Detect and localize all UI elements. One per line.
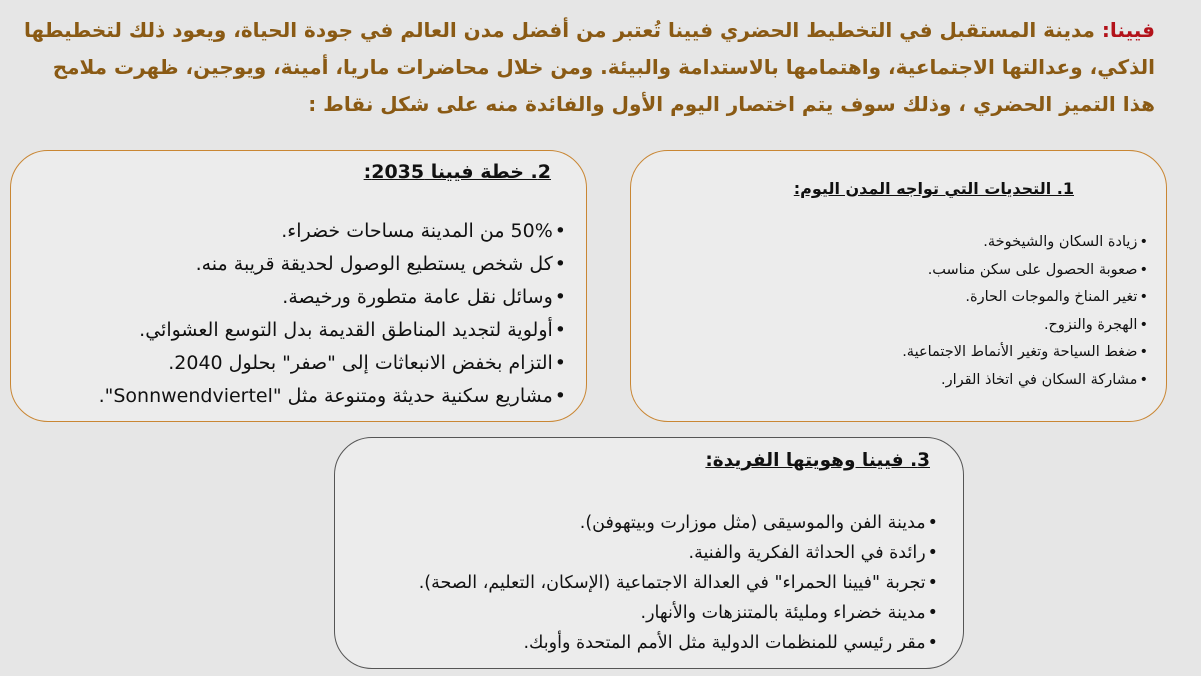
bullet-icon: • <box>554 352 566 374</box>
list-item: •مدينة خضراء ومليئة بالمتنزهات والأنهار. <box>419 598 938 628</box>
intro-label: فيينا: <box>1101 18 1155 42</box>
identity-list <box>419 508 938 658</box>
bullet-icon: • <box>554 286 566 308</box>
list-item: •رائدة في الحداثة الفكرية والفنية. <box>419 538 938 568</box>
challenges-list <box>902 229 1148 394</box>
list-item: •مقر رئيسي للمنظمات الدولية مثل الأمم المتحدة وأوبك. <box>419 628 938 658</box>
list-item: •تغير المناخ والموجات الحارة. <box>902 284 1148 312</box>
bullet-icon: • <box>927 543 938 563</box>
list-item: •مشاريع سكنية حديثة ومتنوعة مثل "Sonnwendviertel". <box>99 380 566 413</box>
list-item: •كل شخص يستطيع الوصول لحديقة قريبة منه. <box>99 248 566 281</box>
list-item: •الهجرة والنزوح. <box>902 312 1148 340</box>
bullet-icon: • <box>927 573 938 593</box>
vienna-2035-list <box>99 215 566 413</box>
bullet-icon: • <box>1139 316 1148 333</box>
bullet-icon: • <box>554 319 566 341</box>
list-item: •مدينة الفن والموسيقى (مثل موزارت وبيتهوفن). <box>419 508 938 538</box>
list-item: •التزام بخفض الانبعاثات إلى "صفر" بحلول 2040. <box>99 347 566 380</box>
list-item: •وسائل نقل عامة متطورة ورخيصة. <box>99 281 566 314</box>
challenges-title: 1. التحديات التي تواجه المدن اليوم: <box>793 179 1074 198</box>
bullet-icon: • <box>1139 234 1148 250</box>
bullet-icon: • <box>554 220 566 242</box>
bullet-icon: • <box>1139 289 1148 305</box>
list-item: •تجربة "فيينا الحمراء" في العدالة الاجتماعية (الإسكان، التعليم، الصحة). <box>419 568 938 598</box>
bullet-icon: • <box>554 385 566 407</box>
bullet-icon: • <box>1139 371 1148 388</box>
bullet-icon: • <box>1139 344 1148 360</box>
bullet-icon: • <box>1139 261 1148 278</box>
list-item: •ضغط السياحة وتغير الأنماط الاجتماعية. <box>902 339 1148 367</box>
bullet-icon: • <box>927 603 938 623</box>
list-item: •مشاركة السكان في اتخاذ القرار. <box>902 367 1148 395</box>
list-item: •أولوية لتجديد المناطق القديمة بدل التوسع العشوائي. <box>99 314 566 347</box>
intro-text: مدينة المستقبل في التخطيط الحضري فيينا تُعتبر من أفضل مدن العالم في جودة الحياة، ويعود ذلك لتخطيطها الذكي، وعدالتها الاجتماعية، واهتمامها بالاستدامة والبيئة. ومن خلال محاضرات ماريا، أمينة، ويوجين، ظهرت ملامح هذا التميز الحضري ، وذلك سوف يتم اختصار اليوم الأول والفائدة منه على شكل نقاط : <box>23 18 1155 116</box>
identity-title: 3. فيينا وهويتها الفريدة: <box>705 450 930 471</box>
vienna-2035-box <box>10 150 587 422</box>
bullet-icon: • <box>927 633 938 653</box>
list-item: •زيادة السكان والشيخوخة. <box>902 229 1148 257</box>
identity-box <box>334 437 964 669</box>
challenges-box <box>630 150 1167 422</box>
list-item: •صعوبة الحصول على سكن مناسب. <box>902 257 1148 285</box>
intro-paragraph <box>20 12 1155 123</box>
list-item: •50% من المدينة مساحات خضراء. <box>99 215 566 248</box>
vienna-2035-title: 2. خطة فيينا 2035: <box>363 161 551 183</box>
bullet-icon: • <box>554 253 566 275</box>
bullet-icon: • <box>927 513 938 533</box>
